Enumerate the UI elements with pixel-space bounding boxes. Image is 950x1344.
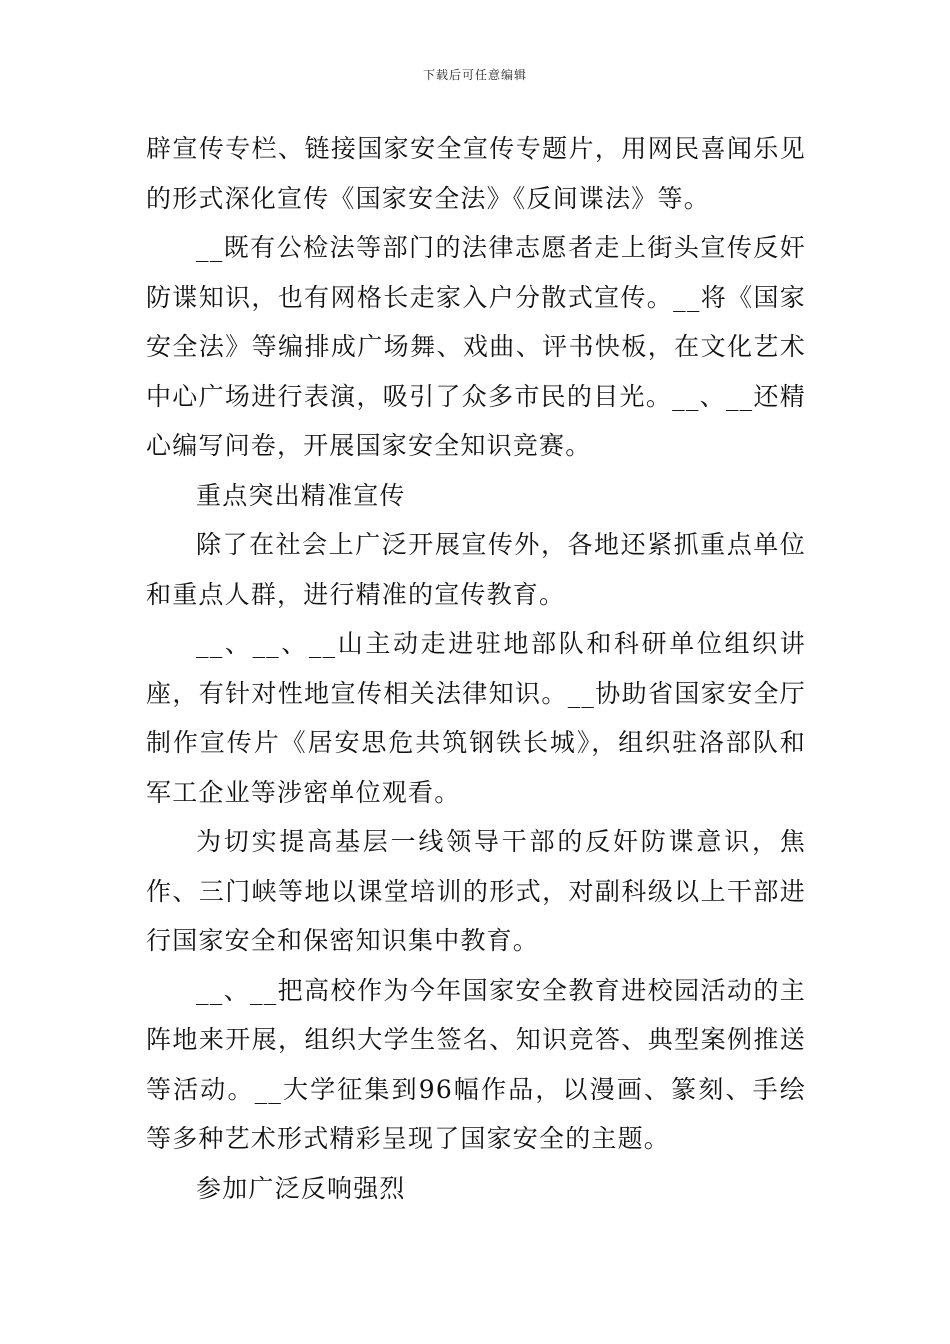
paragraph-body: 为切实提高基层一线领导干部的反奸防谍意识，焦作、三门峡等地以课堂培训的形式，对副科级以上干部进行国家安全和保密知识集中教育。 (146, 827, 806, 955)
document-body (146, 124, 806, 1213)
section-heading: 参加广泛反响强烈 (196, 1173, 406, 1203)
paragraph-body: 除了在社会上广泛开展宣传外，各地还紧抓重点单位和重点人群，进行精准的宣传教育。 (146, 530, 806, 609)
section-heading: 重点突出精准宣传 (196, 480, 406, 510)
paragraph-body: __既有公检法等部门的法律志愿者走上街头宣传反奸防谍知识，也有网格长走家入户分散式宣传。__将《国家安全法》等编排成广场舞、戏曲、评书快板，在文化艺术中心广场进行表演，吸引了众多市民的目光。__、__还精心编写问卷，开展国家安全知识竞赛。 (146, 233, 806, 460)
paragraph-body: __、__把高校作为今年国家安全教育进校园活动的主阵地来开展，组织大学生签名、知识竞答、典型案例推送等活动。__大学征集到96幅作品，以漫画、篆刻、手绘等多种艺术形式精彩呈现了国家安全的主题。 (146, 975, 806, 1153)
paragraph-body: __、__、__山主动走进驻地部队和科研单位组织讲座，有针对性地宣传相关法律知识。__协助省国家安全厅制作宣传片《居安思危共筑钢铁长城》，组织驻洛部队和军工企业等涉密单位观看。 (146, 629, 806, 807)
page-header: 下载后可任意编辑 (422, 68, 527, 82)
paragraph-continuation: 辟宣传专栏、链接国家安全宣传专题片，用网民喜闻乐见的形式深化宣传《国家安全法》《反间谍法》等。 (146, 134, 806, 213)
